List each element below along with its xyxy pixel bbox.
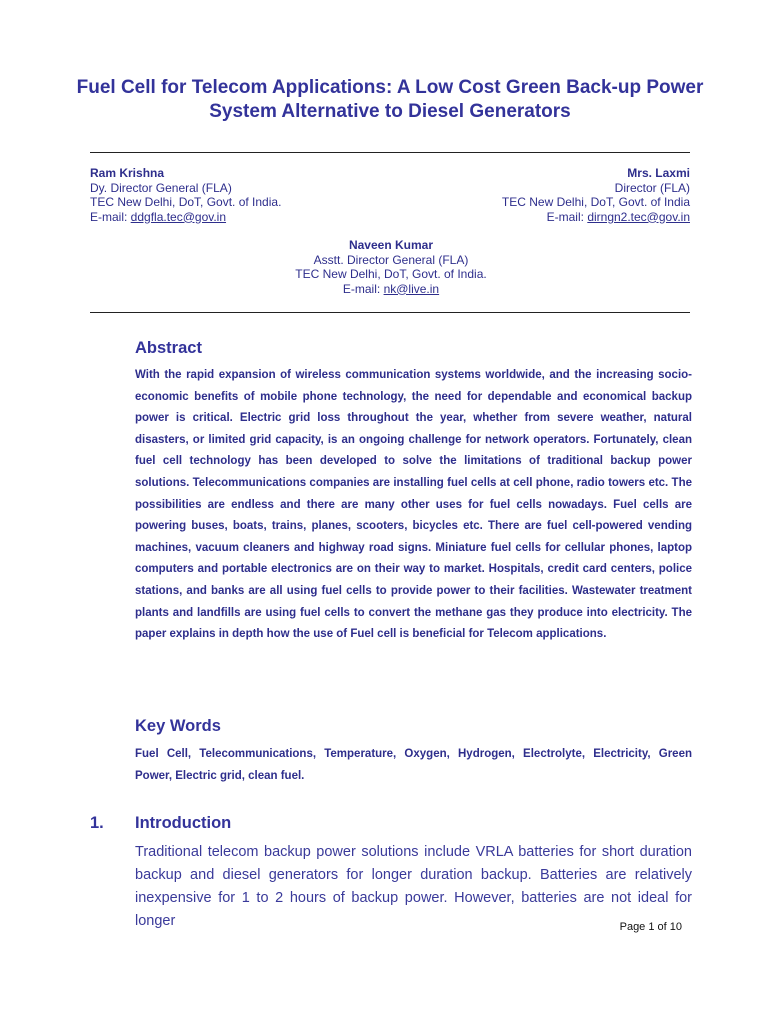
author-email-line [90, 210, 281, 225]
keywords-text: Fuel Cell, Telecommunications, Temperature, Oxygen, Hydrogen, Electrolyte, Electricity, Green Power, Electric grid, clean fuel. [135, 748, 692, 782]
author-org: TEC New Delhi, DoT, Govt. of India. [295, 267, 487, 281]
email-label: E-mail: [546, 209, 588, 224]
keywords-heading: Key Words [135, 717, 221, 735]
abstract-heading: Abstract [135, 339, 202, 357]
introduction-heading: Introduction [135, 814, 232, 832]
author-email-line [240, 282, 542, 297]
author-org: TEC New Delhi, DoT, Govt. of India [501, 195, 690, 209]
author-email-line [502, 210, 690, 225]
author-role: Director (FLA) [614, 180, 690, 195]
abstract-text: With the rapid expansion of wireless communication systems worldwide, and the increasing socio-economic benefits of mobile phone technology, the need for dependable and economical backup power is critical. Electric grid loss throughout the year, whether from severe weather, natural disasters, or limited grid capacity, is an ongoing challenge for network operators. Fortunately, clean fuel cell technology has been developed to solve the limitations of traditional backup power solutions. Telecommunications companies are installing fuel cells at cell phone, radio towers etc. The possibilities are endless and there are many other uses for fuel cells nowadays. Fuel cells are powering buses, boats, trains, planes, scooters, bicycles etc. There are fuel cell-powered vending machines, vacuum cleaners and highway road signs. Miniature fuel cells for cellular phones, laptop computers and portable electronics are on their way to market. Hospitals, credit card centers, police stations, and banks are all using fuel cells to provide power to their facilities. Wastewater treatment plants and landfills are using fuel cells to convert the methane gas they produce into electricity. The paper explains in depth how the use of Fuel cell is beneficial for Telecom applications. [135, 369, 692, 641]
author-email-link[interactable]: nk@live.in [383, 281, 440, 296]
page-number: Page 1 of 10 [619, 921, 682, 933]
header-rule-bottom [90, 312, 690, 313]
author-email-link[interactable]: ddgfla.tec@gov.in [130, 209, 227, 224]
paper-title: Fuel Cell for Telecom Applications: A Low Cost Green Back-up Power System Alternative to Diesel Generators [76, 77, 704, 122]
introduction-text: Traditional telecom backup power solutions include VRLA batteries for short duration backup and diesel generators for longer duration backup. Batteries are relatively inexpensive for 1 to 2 hours of backup power. However, batteries are not ideal for longer [135, 844, 692, 929]
author-block-center [240, 238, 542, 296]
author-name: Ram Krishna [90, 166, 165, 180]
section-number: 1. [90, 814, 104, 832]
email-label: E-mail: [90, 209, 131, 224]
author-name: Naveen Kumar [348, 238, 434, 252]
author-email-link[interactable]: dirngn2.tec@gov.in [587, 209, 690, 224]
author-org: TEC New Delhi, DoT, Govt. of India. [90, 195, 282, 209]
author-role: Asstt. Director General (FLA) [313, 252, 469, 267]
author-block-right [502, 166, 690, 224]
author-block-left [90, 166, 281, 224]
header-rule-top [90, 152, 690, 153]
author-role: Dy. Director General (FLA) [90, 180, 232, 195]
email-label: E-mail: [342, 281, 384, 296]
author-name: Mrs. Laxmi [627, 166, 690, 180]
